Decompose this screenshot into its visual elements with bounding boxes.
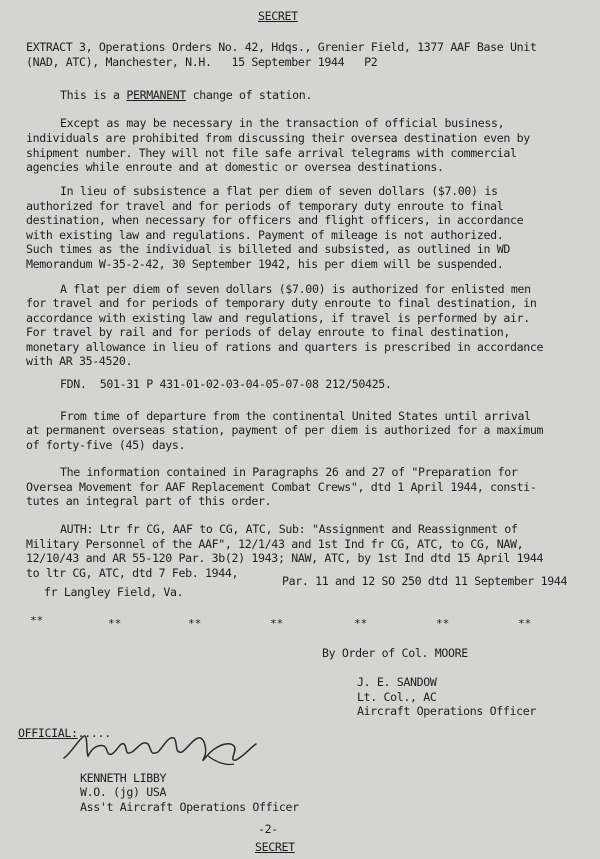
star-mark: ** [436, 617, 450, 630]
paragraph-line: For travel by rail and for periods of delay enroute to final destination, [26, 325, 510, 339]
paragraph-line: Such times as the individual is billeted and subsisted, as outlined in WD [26, 242, 510, 256]
paragraph-line: A flat per diem of seven dollars ($7.00) is authorized for enlisted men [60, 282, 531, 296]
paragraph-line: authorized for travel and for periods of temporary duty enroute to final [26, 199, 504, 213]
star-mark: ** [354, 617, 368, 630]
paragraph-line: accordance with existing law and regulations, if travel is performed by air. [26, 311, 530, 325]
paragraph-line: at permanent overseas station, payment of per diem is authorized for a maximum [26, 423, 544, 437]
signer-title: Aircraft Operations Officer [357, 704, 537, 718]
star-mark: ** [30, 614, 44, 627]
star-mark: ** [108, 617, 122, 630]
star-mark: ** [518, 617, 532, 630]
paragraph-line: From time of departure from the continental United States until arrival [60, 409, 531, 423]
permanent-post: change of station. [185, 88, 312, 102]
permanent-emphasis: PERMANENT [126, 88, 186, 102]
paragraph-line: In lieu of subsistence a flat per diem of seven dollars ($7.00) is [60, 184, 498, 198]
paragraph-line: agencies while enroute and at domestic or oversea destinations. [26, 160, 444, 174]
paragraph-line: for travel and for periods of temporary duty enroute to final destination, in [26, 296, 537, 310]
page-number: -2- [258, 822, 278, 836]
paragraph-line: Oversea Movement for AAF Replacement Combat Crews", dtd 1 April 1944, consti- [26, 480, 537, 494]
paragraph-line: Except as may be necessary in the transaction of official business, [60, 116, 505, 130]
paragraph-line: to ltr CG, ATC, dtd 7 Feb. 1944, [26, 566, 239, 580]
permanent-pre: This is a [60, 88, 127, 102]
footer-classification: SECRET [255, 840, 295, 854]
official-name: KENNETH LIBBY [80, 771, 167, 785]
paragraph-line: destination, when necessary for officers and flight officers, in accordance [26, 213, 524, 227]
paragraph-line: AUTH: Ltr fr CG, AAF to CG, ATC, Sub: "Assignment and Reassignment of [60, 522, 518, 536]
official-label-text: OFFICIAL: [18, 726, 78, 740]
paragraph-line: of forty-five (45) days. [26, 438, 186, 452]
fdn-line: FDN. 501-31 P 431-01-02-03-04-05-07-08 212/50425. [60, 377, 392, 391]
paragraph-line: Par. 11 and 12 SO 250 dtd 11 September 1944 [282, 574, 568, 588]
paragraph-line: 12/10/43 and AR 55-120 Par. 3b(2) 1943; NAW, ATC, by 1st Ind dtd 15 April 1944 [26, 551, 544, 565]
signer-rank: Lt. Col., AC [357, 690, 437, 704]
paragraph-line: monetary allowance in lieu of rations and quarters is prescribed in accordance [26, 340, 544, 354]
paragraph-line: The information contained in Paragraphs 26 and 27 of "Preparation for [60, 465, 518, 479]
star-mark: ** [270, 617, 284, 630]
header-classification: SECRET [258, 9, 298, 23]
star-mark: ** [188, 617, 202, 630]
permanent-statement [60, 88, 312, 103]
paragraph-line: individuals are prohibited from discussing their oversea destination even by [26, 131, 530, 145]
official-title: Ass't Aircraft Operations Officer [80, 800, 299, 814]
signer-name: J. E. SANDOW [357, 675, 437, 689]
official-rank: W.O. (jg) USA [80, 785, 167, 799]
extract-line-1: EXTRACT 3, Operations Orders No. 42, Hdqs., Grenier Field, 1377 AAF Base Unit [26, 40, 537, 54]
paragraph-line: tutes an integral part of this order. [26, 494, 272, 508]
paragraph-line: with existing law and regulations. Payment of mileage is not authorized. [26, 228, 504, 242]
paragraph-line: Military Personnel of the AAF", 12/1/43 and 1st Ind fr CG, ATC, to CG, NAW, [26, 537, 524, 551]
paragraph-line: with AR 35-4520. [26, 354, 133, 368]
by-order-line: By Order of Col. MOORE [322, 646, 468, 660]
paragraph-line: Memorandum W-35-2-42, 30 September 1942, his per diem will be suspended. [26, 257, 504, 271]
paragraph-line: shipment number. They will not file safe arrival telegrams with commercial [26, 146, 517, 160]
paragraph-line: fr Langley Field, Va. [44, 585, 184, 599]
handwritten-signature [58, 722, 278, 772]
extract-line-2: (NAD, ATC), Manchester, N.H. 15 September 1944 P2 [26, 55, 378, 69]
official-dots: ..... [77, 726, 111, 740]
